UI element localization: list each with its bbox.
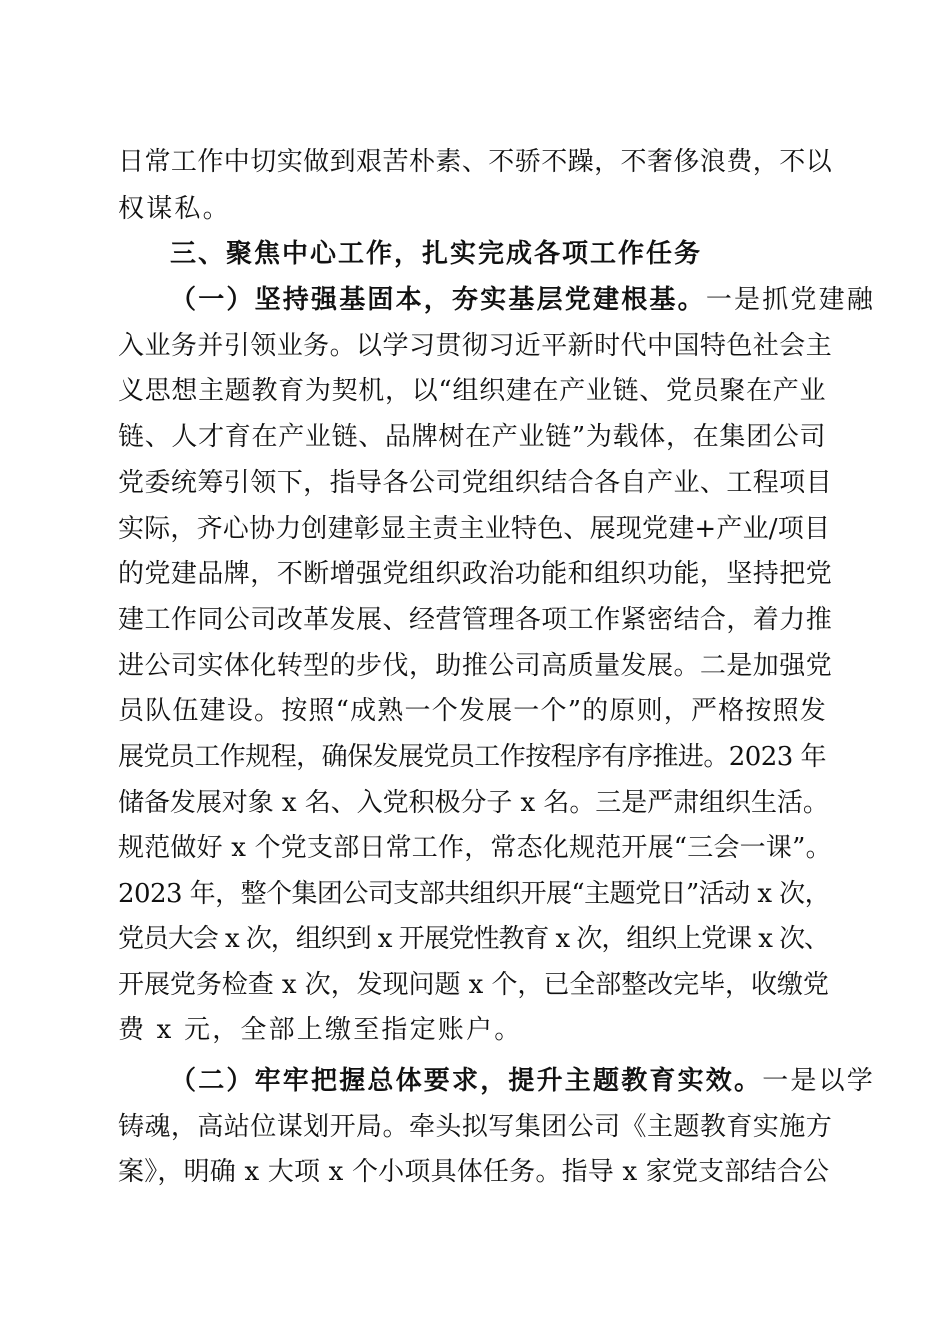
- body-line: 日常工作中切实做到艰苦朴素、不骄不躁，不奢侈浪费，不以: [118, 147, 833, 177]
- body-line: 党委统筹引领下，指导各公司党组织结合各自产业、工程项目: [118, 468, 833, 498]
- body-line: 开展党务检查 x 次，发现问题 x 个，已全部整改完毕，收缴党: [118, 970, 829, 1000]
- body-line: 展党员工作规程，确保发展党员工作按程序有序推进。2023 年: [118, 742, 826, 772]
- subsection-heading: （二）牢牢把握总体要求，提升主题教育实效。: [170, 1066, 763, 1096]
- body-line: 费 x 元，全部上缴至指定账户。: [118, 1015, 523, 1045]
- body-line: 权谋私。: [118, 194, 231, 224]
- body-line: 党员大会 x 次，组织到 x 开展党性教育 x 次，组织上党课 x 次、: [118, 924, 829, 954]
- body-line: 案》，明确 x 大项 x 个小项具体任务。指导 x 家党支部结合公: [118, 1157, 830, 1187]
- section-heading: 三、聚焦中心工作，扎实完成各项工作任务: [170, 239, 703, 269]
- body-line: 进公司实体化转型的步伐，助推公司高质量发展。二是加强党: [118, 651, 833, 681]
- body-line: 实际，齐心协力创建彰显主责主业特色、展现党建+产业/项目: [118, 514, 831, 544]
- body-line: 入业务并引领业务。以学习贯彻习近平新时代中国特色社会主: [118, 331, 833, 361]
- body-line: 建工作同公司改革发展、经营管理各项工作紧密结合，着力推: [118, 605, 833, 635]
- body-text: 一是以学: [762, 1066, 876, 1096]
- body-line: 员队伍建设。按照“成熟一个发展一个”的原则，严格按照发: [118, 696, 827, 726]
- body-line: 铸魂，高站位谋划开局。牵头拟写集团公司《主题教育实施方: [118, 1112, 833, 1142]
- body-line: [170, 1065, 884, 1097]
- body-line: 义思想主题教育为契机，以“组织建在产业链、党员聚在产业: [118, 376, 827, 406]
- subsection-heading: （一）坚持强基固本，夯实基层党建根基。: [170, 285, 706, 315]
- body-line: 的党建品牌，不断增强党组织政治功能和组织功能，坚持把党: [118, 559, 833, 589]
- body-line: 规范做好 x 个党支部日常工作，常态化规范开展“三会一课”。: [118, 833, 832, 863]
- body-line: 储备发展对象 x 名、入党积极分子 x 名。三是严肃组织生活。: [118, 788, 829, 818]
- body-text: 一是抓党建融: [705, 285, 876, 315]
- body-line: 链、人才育在产业链、品牌树在产业链”为载体，在集团公司: [118, 422, 827, 452]
- body-line: [170, 284, 884, 316]
- body-line: 2023 年，整个集团公司支部共组织开展“主题党日”活动 x 次，: [118, 879, 831, 909]
